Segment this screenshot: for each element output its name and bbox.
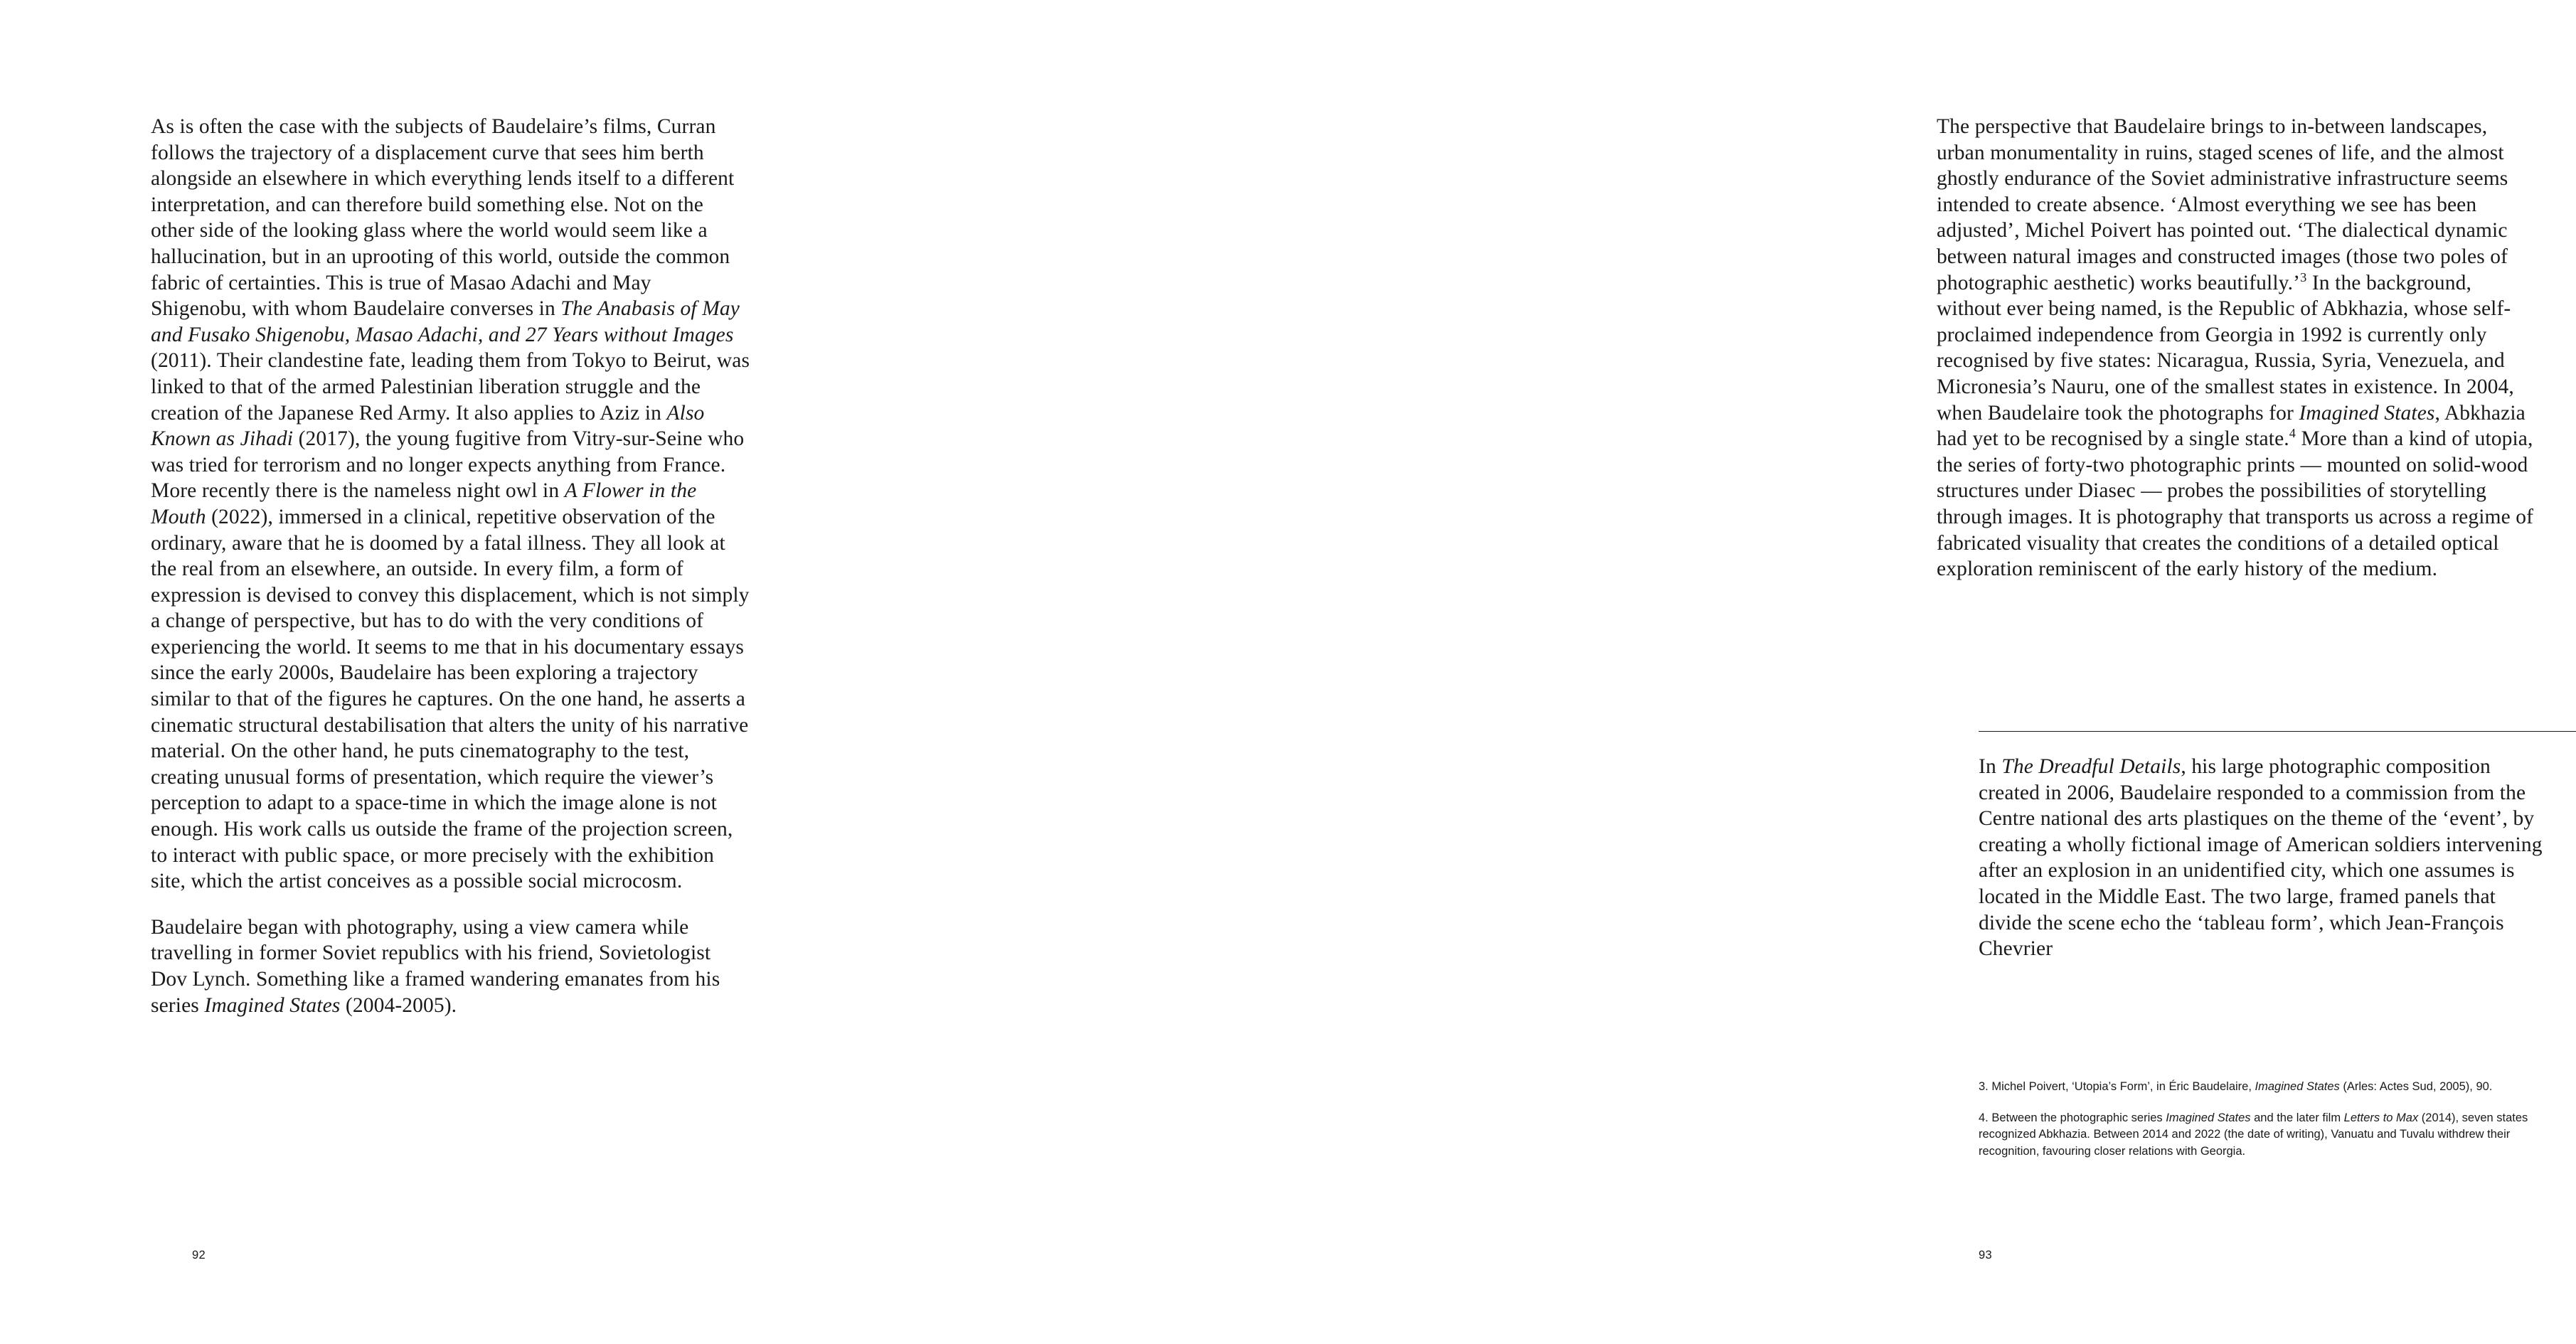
right-text-column	[1937, 114, 2538, 582]
footnote: 4. Between the photographic series Imagined States and the later film Letters to Max (2014), seven states recognized Abkhazia. Between 2014 and 2022 (the date of writing), Vanuatu and Tuvalu withdrew their recognition, favouring closer relations with Georgia.	[1979, 1111, 2528, 1158]
page-number: 93	[1979, 1249, 1993, 1262]
indented-excerpt-block	[1979, 754, 2548, 962]
footnote: 3. Michel Poivert, ‘Utopia’s Form’, in Éric Baudelaire, Imagined States (Arles: Actes Sud, 2005), 90.	[1979, 1080, 2493, 1093]
paragraph: Baudelaire began with photography, using a view camera while travelling in former Soviet republics with his friend, Sovietologist Dov Lynch. Something like a framed wandering emanates from his series Imagined States (2004-2005).	[151, 915, 720, 1017]
page-left	[0, 0, 896, 1344]
page-right	[896, 0, 2543, 1344]
section-divider-rule	[1979, 731, 2576, 732]
paragraph: The perspective that Baudelaire brings to in-between landscapes, urban monumentality in ruins, staged scenes of life, and the almost ghostly endurance of the Soviet administrative infrastructure seems intended to create absence. ‘Almost everything we see has been adjusted’, Michel Poivert has pointed out. ‘The dialectical dynamic between natural images and constructed images (those two poles of photographic aesthetic) works beautifully.’$^3$ In the background, without ever being named, is the Republic of Abkhazia, whose self-proclaimed independence from Georgia in 1992 is currently only recognised by five states: Nicaragua, Russia, Syria, Venezuela, and Micronesia’s Nauru, one of the smallest states in existence. In 2004, when Baudelaire took the photographs for Imagined States, Abkhazia had yet to be recognised by a single state.$^4$ More than a kind of utopia, the series of forty-two photographic prints — mounted on solid-wood structures under Diasec — probes the possibilities of storytelling through images. It is photography that transports us across a regime of fabricated visuality that creates the conditions of a detailed optical exploration reminiscent of the early history of the medium.	[1937, 115, 2534, 581]
page-number: 92	[192, 1249, 206, 1262]
paragraph: In The Dreadful Details, his large photographic composition created in 2006, Baudelaire responded to a commission from the Centre national des arts plastiques on the theme of the ‘event’, by creating a wholly fictional image of American soldiers intervening after an explosion in an unidentified city, which one assumes is located in the Middle East. The two large, framed panels that divide the scene echo the ‘tableau form’, which Jean-François Chevrier	[1979, 755, 2543, 961]
paragraph: As is often the case with the subjects of Baudelaire’s films, Curran follows the trajectory of a displacement curve that sees him berth alongside an elsewhere in which everything lends itself to a different interpretation, and can therefore build something else. Not on the other side of the looking glass where the world would seem like a hallucination, but in an uprooting of this world, outside the common fabric of certainties. This is true of Masao Adachi and May Shigenobu, with whom Baudelaire converses in The Anabasis of May and Fusako Shigenobu, Masao Adachi, and 27 Years without Images (2011). Their clandestine fate, leading them from Tokyo to Beirut, was linked to that of the armed Palestinian liberation struggle and the creation of the Japanese Red Army. It also applies to Aziz in Also Known as Jihadi (2017), the young fugitive from Vitry-sur-Seine who was tried for terrorism and no longer expects anything from France. More recently there is the nameless night owl in A Flower in the Mouth (2022), immersed in a clinical, repetitive observation of the ordinary, aware that he is doomed by a fatal illness. They all look at the real from an elsewhere, an outside. In every film, a form of expression is devised to convey this displacement, which is not simply a change of perspective, but has to do with the very conditions of experiencing the world. It seems to me that in his documentary essays since the early 2000s, Baudelaire has been exploring a trajectory similar to that of the figures he captures. On the one hand, he asserts a cinematic structural destabilisation that alters the unity of his narrative material. On the other hand, he puts cinematography to the test, creating unusual forms of presentation, which require the viewer’s perception to adapt to a space-time in which the image alone is not enough. His work calls us outside the frame of the projection screen, to interact with public space, or more precisely with the exhibition site, which the artist conceives as a possible social microcosm.	[151, 115, 750, 893]
left-text-column	[151, 114, 752, 1018]
footnotes	[1979, 1079, 2540, 1160]
